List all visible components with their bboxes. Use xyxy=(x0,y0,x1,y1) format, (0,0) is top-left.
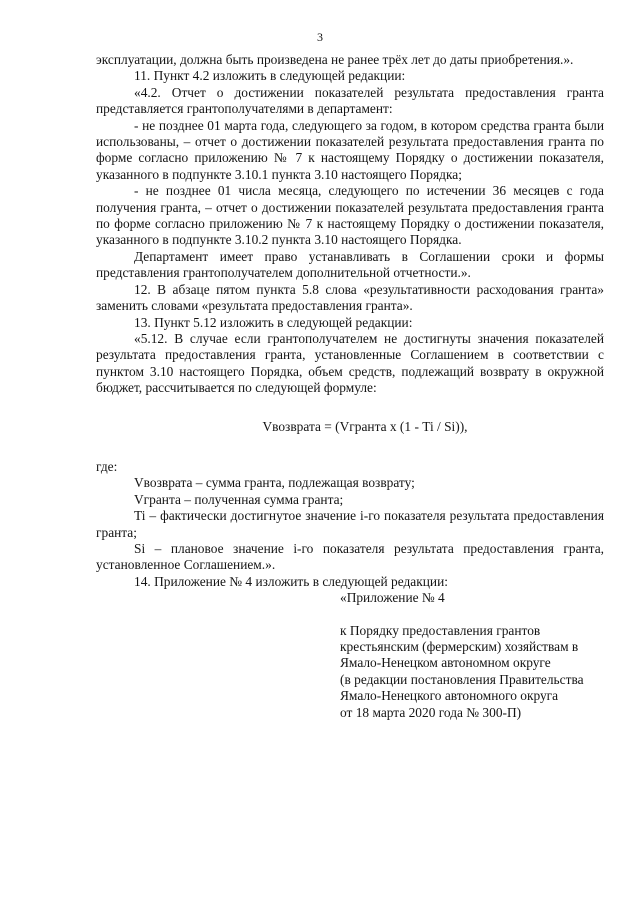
appendix-note-line: (в редакции постановления Правительства xyxy=(340,671,584,687)
paragraph-item-11: 11. Пункт 4.2 изложить в следующей редакции: xyxy=(134,68,406,84)
refund-formula: Vвозврата = (Vгранта х (1 - Ti / Si)), xyxy=(262,418,468,434)
definition-v-grant: Vгранта – полученная сумма гранта; xyxy=(134,491,344,507)
appendix-note-line: к Порядку предоставления грантов xyxy=(340,622,541,638)
appendix-note-line: крестьянским (фермерским) хозяйствам в xyxy=(340,639,579,654)
definition-v-refund: Vвозврата – сумма гранта, подлежащая возврату; xyxy=(134,475,415,491)
paragraph-item-13: 13. Пункт 5.12 изложить в следующей редакции: xyxy=(134,314,413,330)
paragraph-department-right: Департамент имеет право устанавливать в Соглашении сроки и формы представления грантополучателем дополнительной отчетности.». xyxy=(96,248,604,281)
where-label: где: xyxy=(96,458,118,474)
paragraph-continuation: эксплуатации, должна быть произведена не ранее трёх лет до даты приобретения.». xyxy=(96,52,574,67)
appendix-note xyxy=(340,623,604,721)
paragraph-clause-4-2: «4.2. Отчет о достижении показателей результата предоставления гранта представляется грантополучателями в департамент: xyxy=(96,84,604,117)
definition-si: Si – плановое значение i-го показателя результата предоставления гранта, установленное Соглашением.». xyxy=(96,540,604,573)
document-body xyxy=(96,52,604,721)
paragraph-item-12: 12. В абзаце пятом пункта 5.8 слова «результативности расходования гранта» заменить словами «результата предоставления гранта». xyxy=(96,281,604,314)
appendix-title: «Приложение № 4 xyxy=(340,590,445,606)
appendix-note-line: от 18 марта 2020 года № 300-П) xyxy=(340,704,522,720)
paragraph-item-14: 14. Приложение № 4 изложить в следующей редакции: xyxy=(134,573,448,589)
paragraph-bullet-1: - не позднее 01 марта года, следующего за годом, в котором средства гранта были использованы, – отчет о достижении показателей результата предоставления гранта по форме согласно приложению № 7 к настоящему Порядку о достижении показателя, указанного в подпункте 3.10.1 пункта 3.10 настоящего Порядка; xyxy=(96,117,604,182)
page-number: 3 xyxy=(317,30,323,44)
paragraph-clause-5-12: «5.12. В случае если грантополучателем не достигнуты значения показателей результата предоставления гранта, установленные Соглашением в соответствии с пунктом 3.10 настоящего Порядка, объем средств, подлежащий возврату в окружной бюджет, рассчитывается по следующей формуле: xyxy=(96,330,604,396)
paragraph-bullet-2: - не позднее 01 числа месяца, следующего по истечении 36 месяцев с года получения гранта, – отчет о достижении показателей результата предоставления гранта по форме согласно приложению № 7 к настоящему Порядку о достижении показателя, указанного в подпункте 3.10.2 пункта 3.10 настоящего Порядка. xyxy=(96,183,604,248)
appendix-note-line: Ямало-Ненецком автономном округе xyxy=(340,655,551,671)
definition-ti: Ti – фактически достигнутое значение i-го показателя результата предоставления гранта; xyxy=(96,508,604,540)
appendix-note-line: Ямало-Ненецкого автономного округа xyxy=(340,688,559,704)
